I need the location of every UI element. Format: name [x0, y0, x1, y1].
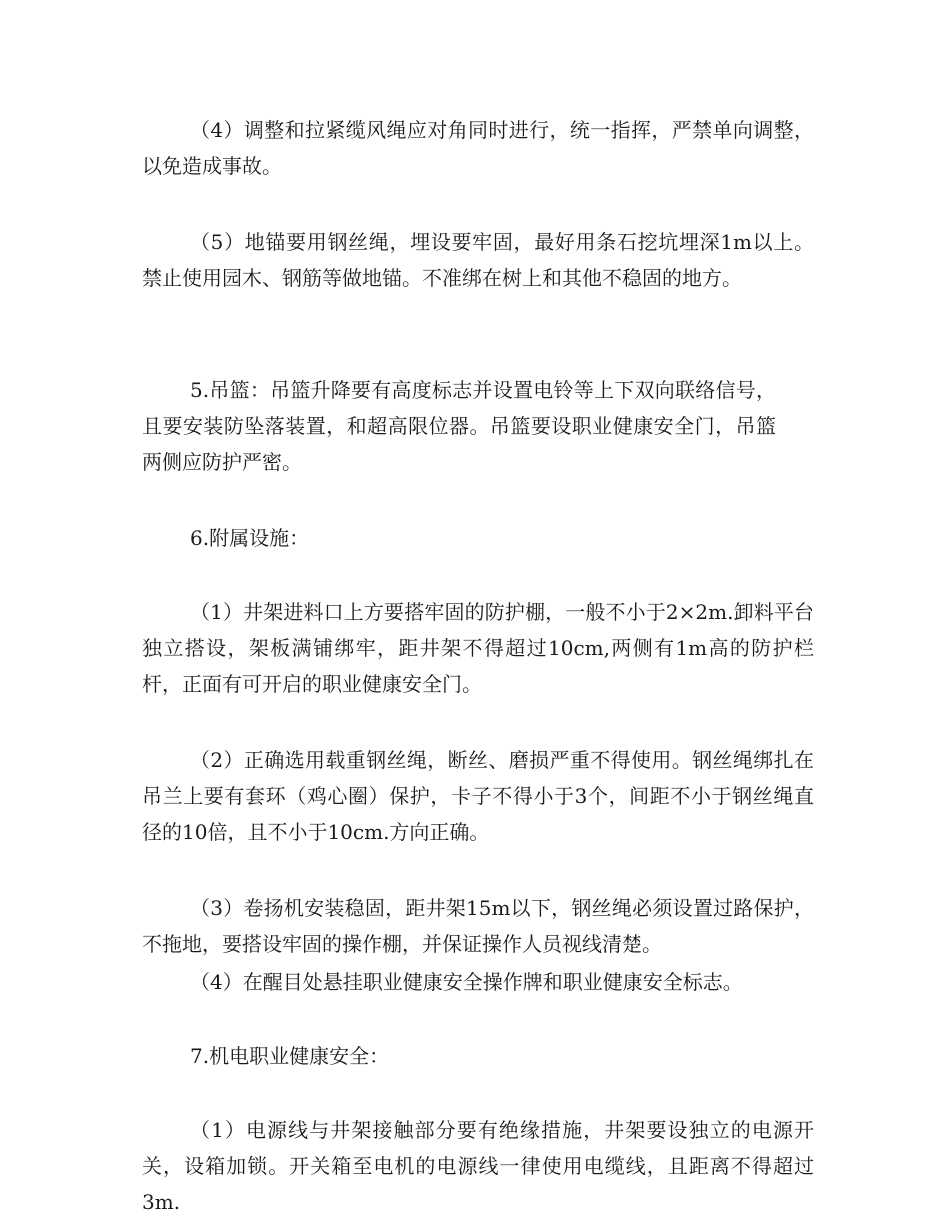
paragraph-protective-shed: （1）井架进料口上方要搭牢固的防护棚，一般不小于2×2m.卸料平台独立搭设，架板满铺绑牢，距井架不得超过10cm,两侧有1m高的防护栏杆，正面有可开启的职业健康安全门。 — [142, 600, 814, 696]
paragraph-safety-signs: （4）在醒目处悬挂职业健康安全操作牌和职业健康安全标志。 — [190, 970, 743, 994]
section-heading-auxiliary-facilities: 6.附属设施： — [190, 526, 310, 550]
paragraph-wire-rope: （2）正确选用载重钢丝绳，断丝、磨损严重不得使用。钢丝绳绑扎在吊兰上要有套环（鸡心圈）保护，卡子不得小于3个，间距不小于钢丝绳直径的10倍，且不小于10cm.方向正确。 — [142, 748, 814, 844]
paragraph-hanging-basket: 5.吊篮：吊篮升降要有高度标志并设置电铃等上下双向联络信号，且要安装防坠落装置，和超高限位器。吊篮要设职业健康安全门，吊篮两侧应防护严密。 — [142, 378, 776, 474]
paragraph-adjust-guy-ropes: （4）调整和拉紧缆风绳应对角同时进行，统一指挥，严禁单向调整，以免造成事故。 — [142, 118, 814, 178]
section-heading-electromechanical-safety: 7.机电职业健康安全： — [190, 1044, 390, 1068]
paragraph-winch: （3）卷扬机安装稳固，距井架15m以下，钢丝绳必须设置过路保护，不拖地，要搭设牢固的操作棚，并保证操作人员视线清楚。 — [142, 896, 814, 956]
paragraph-power-cable: （1）电源线与井架接触部分要有绝缘措施，井架要设独立的电源开关，设箱加锁。开关箱至电机的电源线一律使用电缆线，且距离不得超过3m. — [142, 1118, 814, 1214]
paragraph-ground-anchor: （5）地锚要用钢丝绳，埋设要牢固，最好用条石挖坑埋深1m以上。禁止使用园木、钢筋等做地锚。不准绑在树上和其他不稳固的地方。 — [142, 230, 814, 290]
